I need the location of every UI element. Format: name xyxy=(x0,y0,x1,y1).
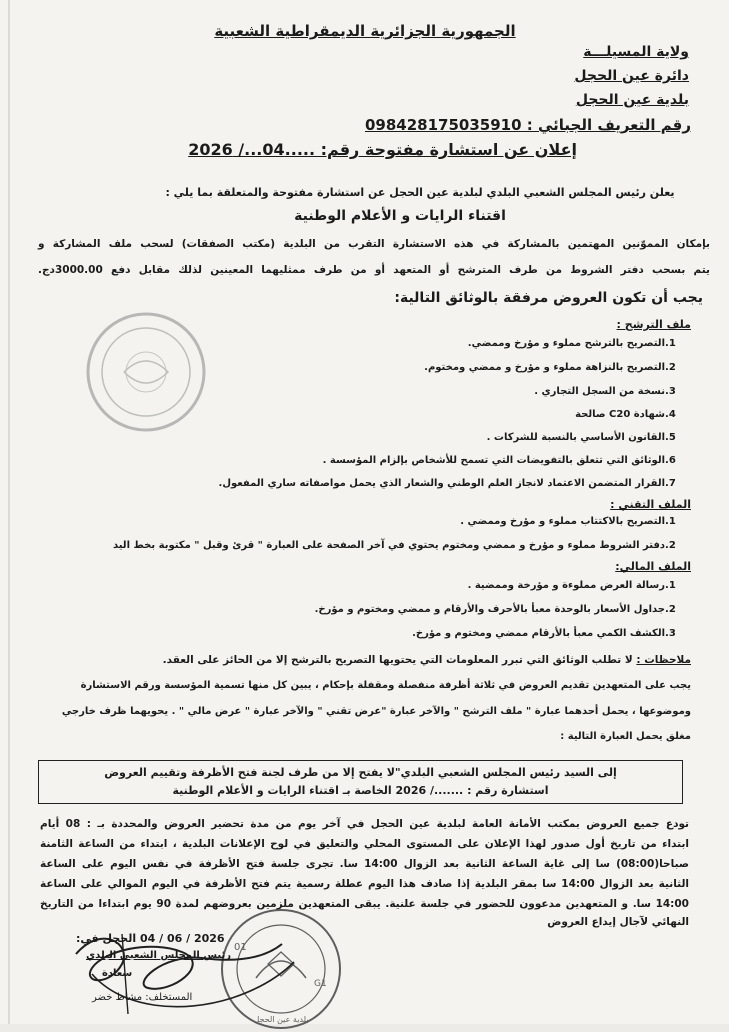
envelope-line-2: استشارة رقم : ......./ 2026 الخاصة بـ اقتناء الرايات و الأعلام الوطنية xyxy=(172,784,549,797)
wilaya-label: ولاية المسيلـــة xyxy=(583,44,689,60)
republic-title: الجمهورية الجزائرية الديمقراطية الشعبية xyxy=(214,22,516,40)
envelope-line-1: إلى السيد رئيس المجلس الشعبي البلدي"لا يفتح إلا من طرف لجنة فتح الأظرفة وتقييم العروض xyxy=(104,766,617,779)
list-item: 7.القرار المتضمن الاعتماد لانجاز العلم الوطني والشعار الذي يحمل مواصفاته ساري المفعول. xyxy=(218,478,676,489)
list-item: 3.نسخة من السجل التجاري . xyxy=(534,386,676,397)
paragraph-1: بإمكان المموّنين المهتمين بالمشاركة في هذه الاستشارة التقرب من البلدية (مكتب الصفقات) لسحب ملف المشاركة و xyxy=(38,238,710,250)
list-item: 6.الوثائق التي تتعلق بالتفويضات التي تسمح للأشخاص بإلزام المؤسسة . xyxy=(322,455,676,466)
list-item: 1.رسالة العرض مملوءة و مؤرخة وممضية . xyxy=(467,580,676,591)
faded-round-stamp xyxy=(84,310,208,434)
signature-name: سعادة xyxy=(102,968,133,979)
candidature-title: ملف الترشح : xyxy=(616,318,691,331)
intro-text: يعلن رئيس المجلس الشعبي البلدي لبلدية عين الحجل عن استشارة مفتوحة والمتعلقة بما يلي : xyxy=(165,186,675,199)
list-item: 2.جداول الأسعار بالوحدة معبأ بالأحرف والأرقام و ممضي ومختوم و مؤرخ. xyxy=(314,604,676,615)
paragraph-2: يتم بسحب دفتر الشروط من طرف المترشح أو المتعهد أو من طرف ممثليهما المعينين لذلك مقابل دفع 3000.00دج. xyxy=(38,264,710,276)
technical-title: الملف التقني : xyxy=(610,498,691,511)
stamp-code: G1 xyxy=(314,979,327,989)
signature-date: 2026 / 06 / 04 الحجل في: xyxy=(76,932,225,945)
financial-title: الملف المالي: xyxy=(615,560,691,573)
list-item: 2.التصريح بالنزاهة مملوء و مؤرخ و ممضي ومختوم. xyxy=(424,362,676,373)
notes-label: ملاحظات : xyxy=(636,654,691,666)
deposit-line-6: النهائي لآجال إيداع العروض xyxy=(547,916,689,928)
scan-edge xyxy=(8,0,10,1024)
list-item: 1.التصريح بالترشح مملوء و مؤرخ وممضي. xyxy=(467,338,676,349)
notes-text: لا تطلب الوثائق التي تبرر المعلومات التي يحتويها التصريح بالترشح إلا من الحائز على العقد. xyxy=(162,654,633,666)
signatory-person: المستخلف: مشاط خضر xyxy=(92,992,193,1003)
deposit-line-2: ابتداء من تاريخ أول صدور لهذا الإعلان على المستوى المحلي والتعليق في لوح الإعلانات البلدية ، ابتداء من الساعة الثامنة xyxy=(40,838,689,850)
announcement-title: إعلان عن استشارة مفتوحة رقم: .....04.../ 2026 xyxy=(188,140,577,159)
deposit-line-5: 14:00 سا. و المتعهدين مدعوون للحضور في جلسة علنية. يبقى المتعهدين ملزمين بعروضهم لمدة 90 يوم ابتداءا من التاريخ xyxy=(40,898,689,910)
baladia-label: بلدية عين الحجل xyxy=(575,92,689,108)
list-item: 3.الكشف الكمي معبأ بالأرقام ممضي ومختوم و مؤرخ. xyxy=(412,628,676,639)
envelope-label-box xyxy=(38,760,683,804)
submission-line-3: مغلق يحمل العبارة التالية : xyxy=(560,731,691,742)
svg-text:01: 01 xyxy=(234,942,247,953)
notes xyxy=(163,654,691,666)
stamp-text: بلدية عين الحجل xyxy=(253,1015,309,1024)
list-item: 1.التصريح بالاكتتاب مملوء و مؤرخ وممضي . xyxy=(460,516,676,527)
handwritten-signature xyxy=(62,914,312,1024)
deposit-line-4: الثانية بعد الزوال 14:00 سا بمقر البلدية إذا صادف هذا اليوم عطلة رسمية يتم فتح الأظرفة في اليوم الموالي على الساعة xyxy=(40,878,689,890)
list-item: 2.دفتر الشروط مملوء و مؤرخ و ممضي ومختوم يحتوي في آخر الصفحة على العبارة " قرئ وقبل " مكتوبة بخط اليد xyxy=(112,540,676,551)
subject-title: اقتناء الرايات و الأعلام الوطنية xyxy=(294,208,506,224)
deposit-line-1: تودع جميع العروض بمكتب الأمانة العامة لبلدية عين الحجل في آخر يوم من مدة تحضير العروض والمحددة بـ : 08 أيام xyxy=(40,818,689,830)
submission-line-1: يجب على المتعهدين تقديم العروض في ثلاثة أظرفة منفصلة ومقفلة بإحكام ، يبين كل منها تسمية المؤسسة ورقم الاستشارة xyxy=(80,680,691,691)
requirements-title: يجب أن تكون العروض مرفقة بالوثائق التالية: xyxy=(394,290,703,306)
daira-label: دائرة عين الحجل xyxy=(574,68,689,84)
tax-id: رقم التعريف الجبائي : 098428175035910 xyxy=(364,116,691,134)
list-item: 5.القانون الأساسي بالنسبة للشركات . xyxy=(486,432,676,443)
signature-title: رئيس المجلس الشعبي البلدي xyxy=(86,950,231,961)
list-item: 4.شهادة C20 صالحة xyxy=(575,409,676,420)
submission-line-2: وموضوعها ، يحمل أحدهما عبارة " ملف الترشح " والآخر عبارة "عرض تقني " والآخر عبارة " عرض مالي " . يحويهما ظرف خارجي xyxy=(61,706,691,717)
deposit-line-3: صباحا(08:00) سا إلى غاية الساعة الثانية بعد الزوال 14:00 سا. تجرى جلسة فتح الأظرفة في نفس اليوم على الساعة xyxy=(40,858,689,870)
